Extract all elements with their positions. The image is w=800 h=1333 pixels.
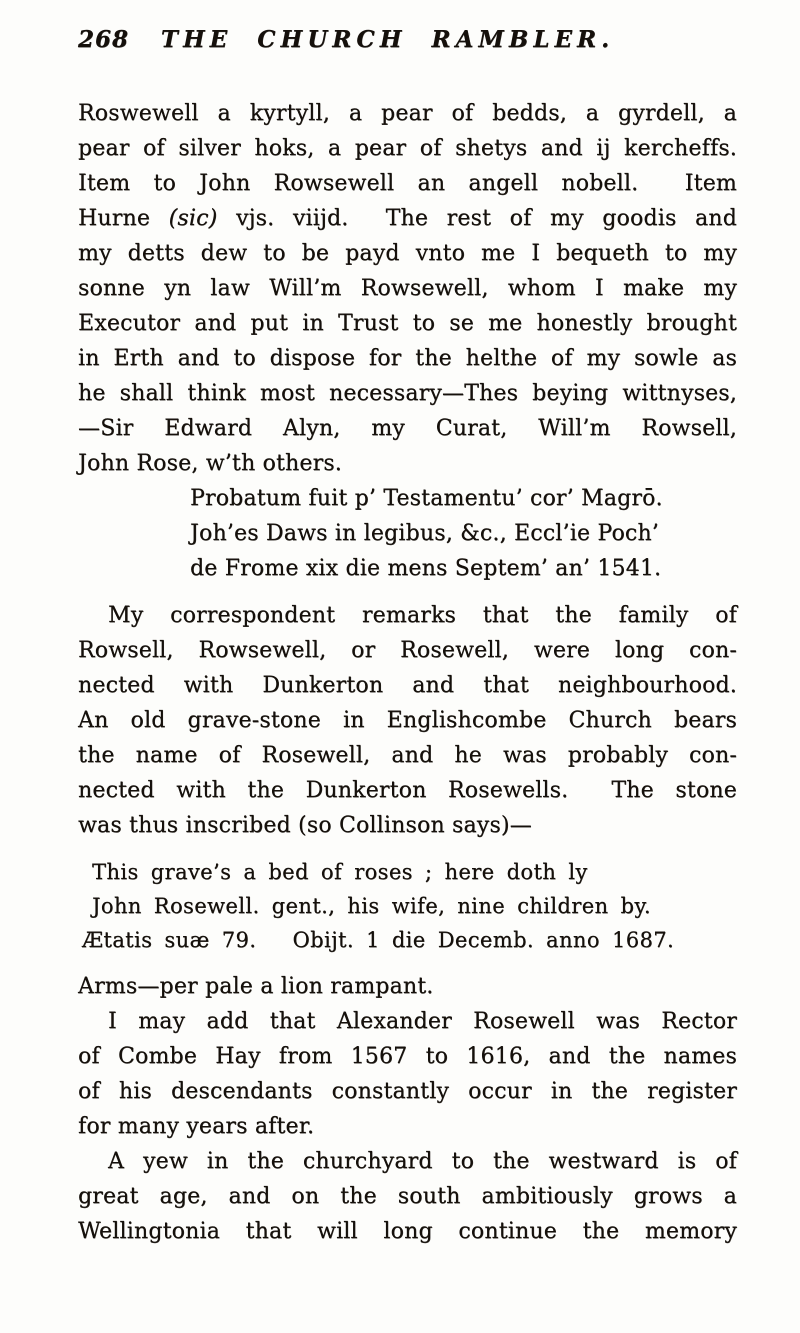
text-line: Wellingtonia that will long continue the memory <box>78 1219 737 1244</box>
text-line <box>78 201 737 236</box>
text-line: John Rose, w’th others. <box>78 451 343 476</box>
text-line: my detts dew to be payd vnto me I bequeth to my <box>78 241 737 266</box>
text-line: great age, and on the south ambitiously grows a <box>78 1184 737 1209</box>
text-segment: Hurne <box>78 206 169 231</box>
italic-text: (sic) <box>168 206 218 231</box>
text-line: of his descendants constantly occur in the register <box>78 1079 737 1104</box>
will-bequest-paragraph <box>78 96 737 481</box>
text-line: in Erth and to dispose for the helthe of my sowle as <box>78 346 737 371</box>
text-line: Item to John Rowsewell an angell nobell. Item <box>78 171 737 196</box>
text-line: —Sir Edward Alyn, my Curat, Will’m Rowsell, <box>78 416 737 441</box>
text-line: Roswewell a kyrtyll, a pear of bedds, a gyrdell, a <box>78 101 737 126</box>
text-line: John Rosewell. gent., his wife, nine children by. <box>92 894 651 918</box>
text-line: This grave’s a bed of roses ; here doth ly <box>92 860 588 884</box>
text-line: the name of Rosewell, and he was probably con- <box>78 743 737 768</box>
text-line: for many years after. <box>78 1114 315 1139</box>
text-line: Probatum fuit p’ Testamentu’ cor’ Magrō. <box>190 486 663 511</box>
running-title: THE CHURCH RAMBLER. <box>160 26 615 53</box>
text-line: of Combe Hay from 1567 to 1616, and the names <box>78 1044 737 1069</box>
text-line: Ætatis suæ 79. Obijt. 1 die Decemb. anno 1687. <box>82 928 675 952</box>
text-line: pear of silver hoks, a pear of shetys and ij kercheffs. <box>78 136 737 161</box>
rector-paragraph <box>78 1004 737 1144</box>
correspondent-paragraph <box>78 598 737 843</box>
page-number: 268 <box>78 26 130 53</box>
arms-line <box>78 969 737 1004</box>
text-line: A yew in the churchyard to the westward is of <box>108 1149 737 1174</box>
text-line: Executor and put in Trust to se me honestly brought <box>78 311 737 336</box>
text-line: was thus inscribed (so Collinson says)— <box>78 813 532 838</box>
text-segment: vjs. viijd. The rest of my goodis and <box>217 206 737 231</box>
page-body <box>78 96 737 1249</box>
text-line: sonne yn law Will’m Rowsewell, whom I make my <box>78 276 737 301</box>
text-line: nected with the Dunkerton Rosewells. The stone <box>78 778 737 803</box>
text-line: nected with Dunkerton and that neighbourhood. <box>78 673 737 698</box>
text-line: de Frome xix die mens Septem’ an’ 1541. <box>190 556 662 581</box>
grave-inscription <box>82 855 737 957</box>
text-line: My correspondent remarks that the family of <box>108 603 737 628</box>
text-line: Rowsell, Rowsewell, or Rosewell, were long con- <box>78 638 737 663</box>
probate-citation <box>190 481 737 586</box>
text-line: Arms—per pale a lion rampant. <box>78 974 434 999</box>
yew-paragraph <box>78 1144 737 1249</box>
page-header <box>78 26 737 58</box>
text-line: Joh’es Daws in legibus, &c., Eccl’ie Poch’ <box>190 521 660 546</box>
text-line: An old grave-stone in Englishcombe Church bears <box>78 708 737 733</box>
text-line: he shall think most necessary—Thes beying wittnyses, <box>78 381 737 406</box>
text-line: I may add that Alexander Rosewell was Rector <box>108 1009 737 1034</box>
